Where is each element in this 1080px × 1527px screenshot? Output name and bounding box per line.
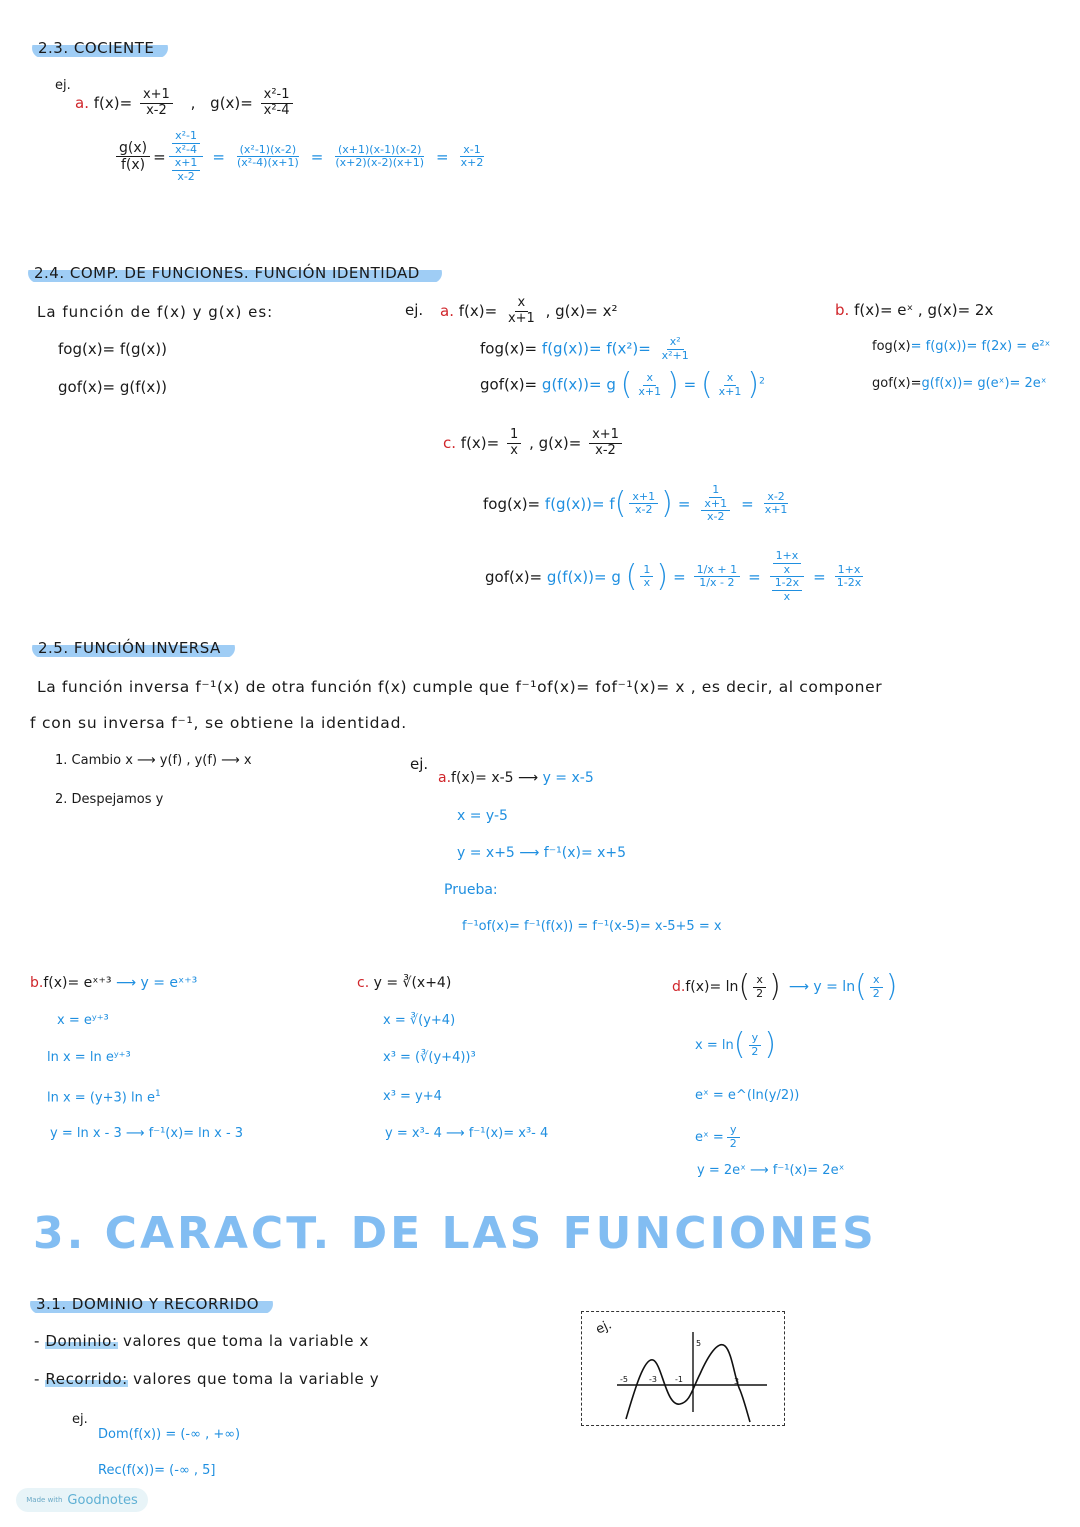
section-title-cociente: 2.3. COCIENTE (32, 38, 168, 58)
gof-in-denominator: x+1 (638, 384, 662, 398)
composition-example-a-def: a. f(x)= $\frac{x}{x+1}$ , g(x)= x² (440, 295, 618, 326)
gof-s2-d: x (783, 589, 791, 603)
inverse-example-a-line2: y = x+5 ⟶ f⁻¹(x)= x+5 (457, 845, 627, 861)
inverse-example-b-line3: ln x = (y+3) $\ln e^1$ (47, 1089, 161, 1106)
quotient-numerator: g(x) (116, 140, 150, 157)
section-title-composicion: 2.4. COMP. DE FUNCIONES. FUNCIÓN IDENTIDAD (28, 263, 442, 283)
fog-res-num: x-2 (764, 491, 787, 505)
section-title-dominio: 3.1. DOMINIO Y RECORRIDO (30, 1294, 273, 1314)
d-l1-num: y (749, 1032, 762, 1046)
inverse-example-b-line4: y = ln x - 3 ⟶ f⁻¹(x)= ln x - 3 (50, 1126, 244, 1141)
fog-res-den: x+1 (764, 503, 788, 517)
gof-definition: gof(x)= g(f(x)) (58, 378, 167, 396)
inverse-example-c-line2: x³ = (∛(y+4))³ (383, 1050, 476, 1065)
composition-example-b-gof (872, 376, 1047, 391)
item-label: a. (75, 93, 89, 112)
d-l3-num: y (727, 1124, 740, 1138)
ej-label: ej. (405, 301, 424, 319)
gof-rhs: g(f(x))= g(eˣ)= 2eˣ (921, 376, 1047, 391)
fog-rhs: f(g(x))= f (544, 494, 615, 513)
item-label: b. (30, 975, 44, 991)
d-l1-den: 2 (751, 1044, 759, 1058)
gof-s1-num: 1/x + 1 (694, 564, 740, 578)
fog-s1-num: 1 (709, 484, 722, 498)
gof-res-num: 1+x (835, 564, 864, 578)
svg-text:-5: -5 (620, 1375, 628, 1384)
badge-made-with: Made with (26, 1496, 63, 1504)
d-num: x (753, 974, 766, 988)
dominio-definition: - Dominio: valores que toma la variable x (34, 1332, 369, 1350)
d-l1-text: x = ln (695, 1037, 734, 1053)
inverse-definition-line2: f con su inversa f⁻¹, se obtiene la identidad. (30, 714, 407, 732)
top-den: x²-4 (175, 142, 197, 156)
gof-exponent: 2 (759, 376, 765, 387)
step3-denominator: (x+2)(x-2)(x+1) (335, 156, 425, 170)
inverse-example-d-line4: y = 2eˣ ⟶ f⁻¹(x)= 2eˣ (697, 1163, 845, 1178)
gof-in-den: x (643, 576, 651, 590)
composition-example-a-gof: gof(x)= g(f(x))= g ( $\frac{x}{x+1}$ ) = ( $\frac{x}{x+1}$ )$^2$ (480, 367, 765, 402)
fog-lhs: fog(x) (872, 339, 911, 354)
f-numerator: 1 (507, 428, 521, 444)
step2-numerator: (x²-1)(x-2) (237, 144, 300, 158)
svg-text:-1: -1 (675, 1375, 683, 1384)
gof-s2-a: 1+x (773, 550, 802, 564)
gof-in-numerator: x (643, 372, 656, 386)
g-numerator: x+1 (589, 428, 622, 444)
d-blue-den: 2 (872, 986, 880, 1000)
d-blue-num: x (870, 974, 883, 988)
f-denominator: x+1 (507, 310, 535, 326)
function-graph-icon (582, 1312, 786, 1427)
fog-rhs: = f(g(x))= f(2x) = e²ˣ (910, 339, 1051, 354)
f-def: f(x)= (93, 93, 133, 112)
recorrido-example: Rec(f(x))= (-∞ , 5] (98, 1463, 216, 1478)
dominio-term: Dominio: (45, 1332, 118, 1350)
g-denominator: x²-4 (263, 102, 290, 118)
step3-numerator: (x+1)(x-1)(x-2) (335, 144, 424, 158)
c-def: y = ∛(x+4) (373, 975, 452, 991)
f-denominator: x (510, 442, 518, 458)
item-label: b. (835, 301, 850, 319)
composition-example-c-fog: fog(x)= f(g(x))= f ( $\frac{x+1}{x-2}$ ) = $\frac{1}{\frac{x+1}{x-2}}$ = $\frac{x-2}{x+1}$ (483, 484, 793, 524)
composition-example-b-fog (872, 339, 1050, 354)
graph-ej-label: ej. (593, 1317, 615, 1338)
inverse-example-a-proof: f⁻¹of(x)= f⁻¹(f(x)) = f⁻¹(x-5)= x-5+5 = x (462, 919, 722, 934)
b-def-text: f(x)= eˣ , g(x)= 2x (854, 301, 994, 319)
gof-rhs: g(f(x))= g (541, 375, 616, 394)
gof-res-denominator: x+1 (718, 384, 742, 398)
result-numerator: x-1 (460, 144, 483, 158)
bot-num: x+1 (172, 157, 201, 171)
item-label: d. (672, 979, 686, 995)
d-den: 2 (756, 986, 764, 1000)
fog-s1-den-num: x+1 (701, 498, 730, 512)
b-def: f(x)= eˣ⁺³ (43, 975, 112, 991)
g-def: g(x)= x² (555, 301, 618, 320)
b-def-blue: ⟶ y = eˣ⁺³ (111, 975, 198, 991)
f-def: f(x)= (458, 301, 498, 320)
inverse-step-2: 2. Despejamos y (55, 792, 164, 807)
step2-denominator: (x²-4)(x+1) (237, 156, 299, 170)
fog-in-den: x-2 (634, 503, 653, 517)
gof-lhs: gof(x)= (872, 376, 922, 391)
gof-res-den: 1-2x (836, 576, 862, 590)
inverse-step-1: 1. Cambio x ⟶ y(f) , y(f) ⟶ x (55, 753, 252, 768)
gof-res-numerator: x (724, 372, 737, 386)
chapter-title: 3. CARACT. DE LAS FUNCIONES (33, 1208, 877, 1259)
fog-s1-den-den: x-2 (707, 510, 725, 524)
goodnotes-badge[interactable] (16, 1488, 148, 1512)
cociente-derivation: $\frac{g(x)}{f(x)}$ = $\frac{\frac{\text{x²-1}}{\text{x²-4}}}{\frac{x+1}{x-2}}$ = $\frac{\text{(x²-1)(x-2)}}{\text{(x²-4)(x+1)}}$ = $\frac{(x+1)(x-1)(x-2)}{(x+2)(x-2)(x+1)}$ = $\frac{x-1}{x+2}$ (113, 130, 489, 184)
bot-den: x-2 (177, 169, 195, 183)
g-numerator: x²-1 (261, 88, 293, 104)
inverse-example-c-line1: x = ∛(y+4) (383, 1013, 456, 1028)
fog-in-num: x+1 (629, 491, 658, 505)
recorrido-text: valores que toma la variable y (127, 1370, 380, 1388)
fog-rhs: f(g(x))= f(x²)= (541, 339, 651, 358)
f-def: f(x)= (460, 433, 500, 452)
fog-lhs: fog(x)= (480, 339, 538, 358)
recorrido-definition: - Recorrido: valores que toma la variable y (34, 1370, 380, 1388)
inverse-example-d-line2: eˣ = e^(ln(y/2)) (695, 1088, 800, 1103)
gof-lhs: gof(x)= (480, 375, 538, 394)
inverse-example-c-line4: y = x³- 4 ⟶ f⁻¹(x)= x³- 4 (385, 1126, 549, 1141)
inverse-definition-line1: La función inversa f⁻¹(x) de otra función f(x) cumple que f⁻¹of(x)= fof⁻¹(x)= x , es decir, al componer (37, 678, 883, 696)
badge-brand: Goodnotes (67, 1492, 138, 1508)
svg-text:-3: -3 (649, 1375, 657, 1384)
f-numerator: x+1 (140, 88, 173, 104)
inverse-example-a-line1: x = y-5 (457, 808, 508, 824)
g-denominator: x-2 (595, 442, 616, 458)
f-numerator: x (515, 296, 529, 312)
fog-lhs: fog(x)= (483, 494, 541, 513)
recorrido-term: Recorrido: (45, 1370, 128, 1388)
composition-example-a-fog (480, 336, 695, 362)
inverse-example-a-prueba: Prueba: (444, 882, 498, 898)
gof-s2-b: x (783, 562, 791, 576)
gof-s1-den: 1/x - 2 (699, 576, 735, 590)
gof-in-num: 1 (640, 564, 653, 578)
top-num: x²-1 (172, 130, 200, 144)
composition-example-c-def: c. f(x)= $\frac{1}{x}$ , g(x)= $\frac{x+1}{x-2}$ (443, 428, 625, 459)
b-line3-text: ln x = (y+3) ln e (47, 1090, 155, 1106)
d-l3-text: eˣ = (695, 1129, 724, 1145)
composition-example-b-def (835, 301, 993, 319)
inverse-example-d-line3 (695, 1124, 743, 1150)
quotient-denominator: f(x) (120, 157, 146, 174)
d-l3-den: 2 (729, 1136, 737, 1150)
item-label: c. (443, 433, 457, 452)
composition-example-c-gof: gof(x)= g(f(x))= g ( $\frac{1}{x}$ ) = $\frac{1/x + 1}{1/x - 2}$ = $\frac{\frac{1+x}{x}}{\frac{1-2x}{x}}$ = $\frac{1+x}{1-2x}$ (485, 550, 867, 604)
inverse-example-d-line1: x = ln ( $\frac{y}{2}$ ) (695, 1027, 777, 1062)
result-denominator: x+2 (460, 156, 484, 170)
gof-lhs: gof(x)= (485, 567, 543, 586)
fog-denominator: x²+1 (661, 348, 689, 362)
item-label: a. (440, 301, 454, 320)
complex-fraction (169, 130, 204, 184)
ej-label: ej. (72, 1412, 88, 1427)
inverse-example-a-def (438, 770, 594, 786)
composition-intro: La función de f(x) y g(x) es: (37, 303, 274, 321)
inverse-example-c-line3: x³ = y+4 (383, 1089, 442, 1104)
gof-rhs: g(f(x))= g (546, 567, 621, 586)
cociente-example-a: a. f(x)= $\frac{x+1}{x-2}$ , g(x)= $\frac{\text{x²-1}}{\text{x²-4}}$ (75, 88, 296, 119)
fog-numerator: x² (667, 336, 684, 350)
example-graph-box (581, 1311, 785, 1426)
a-def: f(x)= x-5 ⟶ (451, 770, 539, 786)
d-def-blue: ⟶ y = ln (788, 979, 856, 995)
fog-definition: fog(x)= f(g(x)) (58, 340, 167, 358)
dominio-text: valores que toma la variable x (117, 1332, 369, 1350)
item-label: c. (357, 975, 370, 991)
d-def: f(x)= ln (685, 979, 739, 995)
inverse-example-d-def: d. f(x)= ln ( $\frac{x}{2}$ ) ⟶ y = ln ( $\frac{x}{2}$ ) (672, 969, 898, 1004)
inverse-example-b-line1: x = eʸ⁺³ (57, 1013, 109, 1028)
ej-label: ej. (55, 78, 71, 93)
gof-s2-c: 1-2x (772, 577, 802, 591)
a-def-blue: y = x-5 (538, 770, 594, 786)
inverse-example-c-def (357, 975, 451, 991)
g-def: g(x)= (538, 433, 582, 452)
svg-text:5: 5 (696, 1339, 702, 1348)
section-title-inversa: 2.5. FUNCIÓN INVERSA (32, 638, 235, 658)
inverse-example-b-line2: ln x = ln eʸ⁺³ (47, 1050, 131, 1065)
ej-label: ej. (410, 755, 429, 773)
dominio-example: Dom(f(x)) = (-∞ , +∞) (98, 1427, 241, 1442)
g-def: g(x)= (210, 93, 253, 112)
inverse-example-b-def (30, 975, 197, 991)
f-denominator: x-2 (146, 102, 167, 118)
item-label: a. (438, 770, 452, 786)
svg-text:3: 3 (734, 1377, 740, 1386)
